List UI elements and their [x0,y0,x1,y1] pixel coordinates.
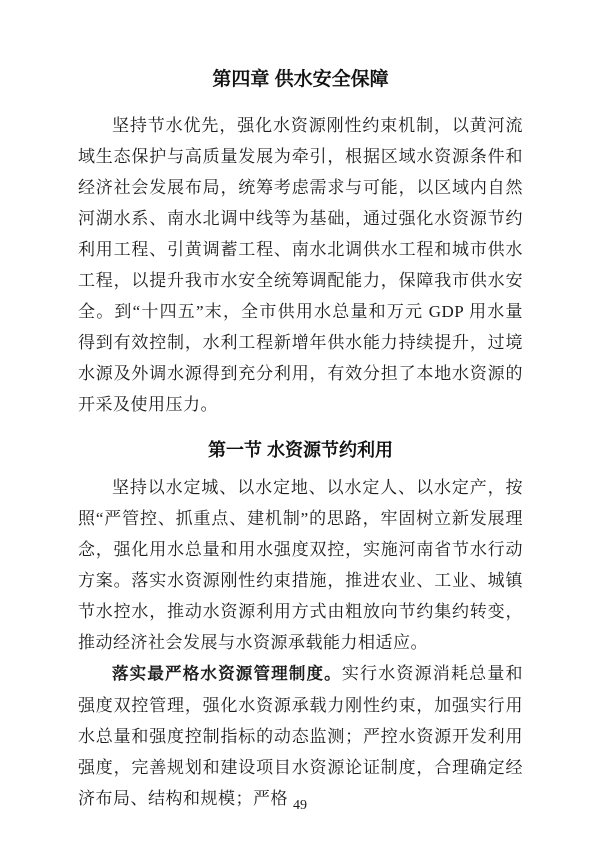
section-heading: 第一节 水资源节约利用 [208,440,393,460]
paragraph-bold-lead: 落实最严格水资源管理制度。 [112,665,342,683]
paragraph-section-intro: 坚持以水定城、以水定地、以水定人、以水定产，按照“严管控、抓重点、建机制”的思路，牢固树立新发展理念，强化用水总量和用水强度双控，实施河南省节水行动方案。落实水资源刚性约束措施，推进农业、工业、城镇节水控水，推动水资源利用方式由粗放向节约集约转变，推动经济社会发展与水资源承载能力相适应。 [78,478,523,652]
paragraph-chapter-intro: 坚持节水优先，强化水资源刚性约束机制，以黄河流域生态保护与高质量发展为牵引，根据区域水资源条件和经济社会发展布局，统筹考虑需求与可能，以区域内自然河湖水系、南水北调中线等为基础，通过强化水资源节约利用工程、引黄调蓄工程、南水北调供水工程和城市供水工程，以提升我市水安全统筹调配能力，保障我市供水安全。到“十四五”末，全市供用水总量和万元 GDP 用水量得到有效控制，水利工程新增年供水能力持续提升，过境水源及外调水源得到充分利用，有效分担了本地水资源的开采及使用压力。 [78,116,523,414]
paragraph-body-text: 实行水资源消耗总量和强度双控管理，强化水资源承载力刚性约束，加强实行用水总量和强度控制指标的动态监测；严控水资源开发利用强度，完善规划和建设项目水资源论证制度，合理确定经济布局、结构和规模；严格 [78,664,524,808]
chapter-heading: 第四章 供水安全保障 [212,69,389,90]
paragraph-management-system [78,658,523,814]
page-content [78,66,523,814]
page-number: 49 [293,798,307,813]
